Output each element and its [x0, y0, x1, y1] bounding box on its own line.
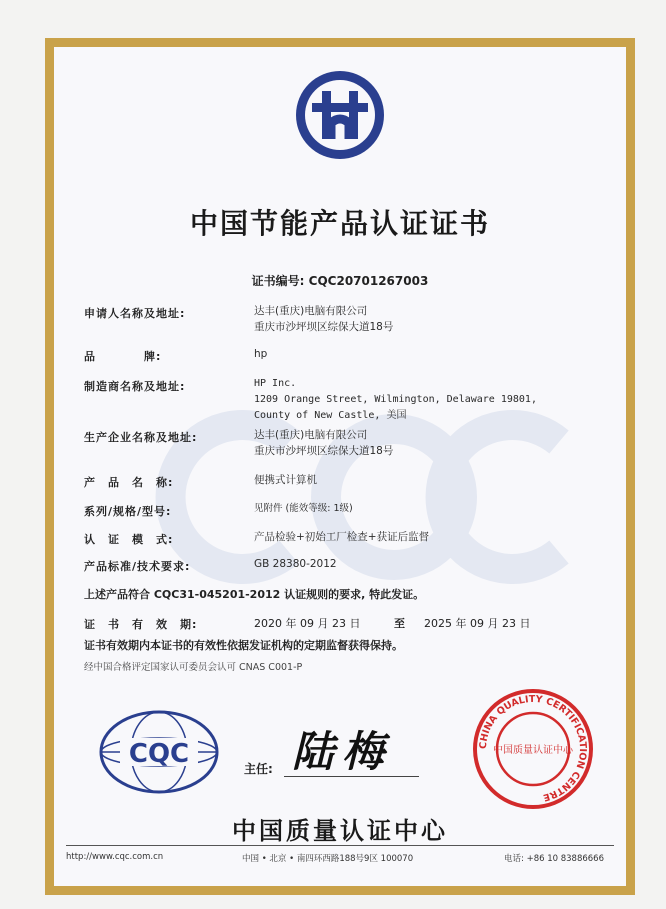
standard-label: 产品标准/技术要求:	[84, 560, 191, 573]
model-value: 见附件 (能效等级: 1级)	[254, 503, 353, 514]
director-signature: 陆梅	[292, 727, 393, 776]
factory-value: 达丰(重庆)电脑有限公司 重庆市沙坪坝区综保大道18号	[254, 429, 394, 457]
cqc-emblem-icon	[292, 67, 388, 163]
certificate-frame	[45, 38, 635, 895]
seal-inner-text: 中国质量认证中心	[493, 745, 573, 756]
product-name-value: 便携式计算机	[254, 474, 317, 486]
cert-mode-value: 产品检验+初始工厂检查+获证后监督	[254, 531, 430, 543]
footer-address: 中国 • 北京 • 南四环西路188号9区 100070	[242, 854, 414, 864]
cqc-logo-text: CQC	[128, 739, 190, 769]
red-seal-stamp	[471, 687, 595, 811]
svg-text:CHINA QUALITY CERTIFICATION CE: CHINA QUALITY CERTIFICATION CENTRE	[477, 693, 589, 803]
validity-from: 2020 年 09 月 23 日	[254, 617, 361, 630]
director-label: 主任:	[244, 762, 273, 776]
model-label: 系列/规格/型号:	[84, 505, 172, 518]
validity-to-word: 至	[394, 617, 405, 630]
footer-divider	[66, 845, 614, 846]
manufacturer-value: HP Inc. 1209 Orange Street, Wilmington, Delaware 19801, County of New Castle, 美国	[254, 378, 537, 421]
footer-url[interactable]: http://www.cqc.com.cn	[66, 852, 164, 862]
product-name-label: 产 品 名 称:	[84, 476, 174, 489]
manufacturer-label: 制造商名称及地址:	[84, 380, 186, 393]
cert-mode-label: 认 证 模 式:	[84, 533, 174, 546]
issuer-name: 中国质量认证中心	[232, 817, 448, 845]
applicant-label: 申请人名称及地址:	[84, 307, 186, 320]
cqc-globe-logo-icon	[94, 707, 224, 797]
validity-note: 证书有效期内本证书的有效性依据发证机构的定期监督获得保持。	[84, 639, 403, 652]
brand-label: 品 牌:	[84, 350, 162, 363]
certificate-paper	[54, 47, 626, 886]
certificate-number: 证书编号: CQC20701267003	[251, 274, 429, 288]
certificate-title: 中国节能产品认证证书	[189, 207, 490, 240]
factory-label: 生产企业名称及地址:	[84, 431, 198, 444]
standard-value: GB 28380-2012	[254, 558, 337, 570]
validity-to: 2025 年 09 月 23 日	[424, 617, 531, 630]
conformity-statement: 上述产品符合 CQC31-045201-2012 认证规则的要求, 特此发证。	[84, 588, 425, 601]
accreditation-text: 经中国合格评定国家认可委员会认可 CNAS C001-P	[84, 662, 303, 673]
applicant-value: 达丰(重庆)电脑有限公司 重庆市沙坪坝区综保大道18号	[254, 305, 394, 333]
brand-value: hp	[254, 348, 268, 360]
validity-label: 证 书 有 效 期:	[84, 618, 198, 631]
footer-phone: 电话: +86 10 83886666	[504, 854, 604, 864]
